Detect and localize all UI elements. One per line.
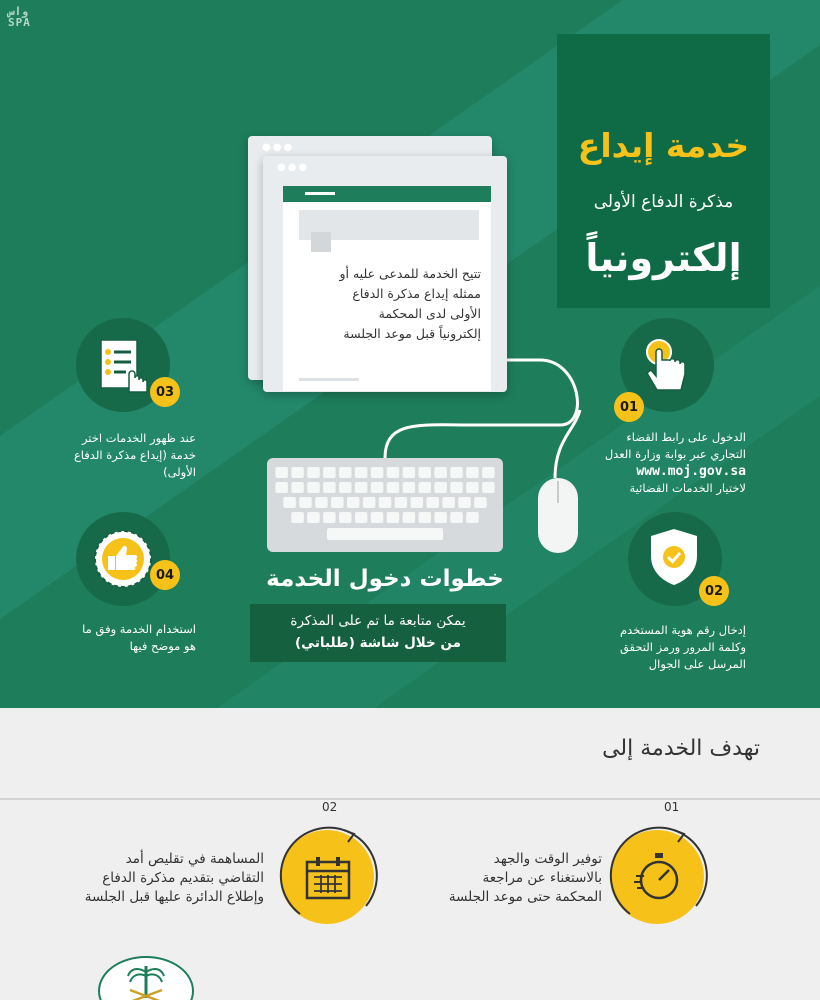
- step-03-line: الأولى): [163, 465, 196, 479]
- step-02-line: إدخال رقم هوية المستخدم: [620, 623, 746, 637]
- keyboard-key: [291, 467, 304, 478]
- keyboard-key: [339, 512, 352, 523]
- step-01-line: لاختيار الخدمات القضائية: [629, 481, 746, 495]
- aim-01-line: المحكمة حتى موعد الجلسة: [448, 889, 602, 905]
- title-line-1: خدمة إيداع: [577, 126, 750, 165]
- keyboard-key: [355, 467, 368, 478]
- keyboard-key: [434, 512, 447, 523]
- step-01-text: [560, 429, 746, 497]
- step-01-line: التجاري عبر بوابة وزارة العدل: [604, 447, 746, 461]
- watermark-latin: SPA: [8, 16, 31, 29]
- keyboard-key: [275, 467, 288, 478]
- aim-01-text: [420, 850, 602, 907]
- keyboard-key: [474, 497, 487, 508]
- steps-note-line: من خلال شاشة (طلباتي): [295, 635, 461, 651]
- placeholder-line: [299, 378, 359, 381]
- step-04-number: 04: [150, 560, 180, 590]
- keyboard-key: [387, 512, 400, 523]
- keyboard-key: [371, 467, 384, 478]
- aim-01-number: 01: [664, 800, 680, 814]
- keyboard-key: [434, 467, 447, 478]
- keyboard-key: [450, 467, 463, 478]
- keyboard-key: [419, 512, 432, 523]
- ministry-logo: [98, 956, 194, 1000]
- steps-title: خطوات دخول الخدمة: [266, 566, 504, 592]
- keyboard-key: [347, 497, 360, 508]
- keyboard-key: [355, 482, 368, 493]
- step-02-line: وكلمة المرور ورمز التحقق: [619, 640, 746, 654]
- moj-url-link[interactable]: www.moj.gov.sa: [636, 464, 746, 479]
- keyboard-key: [283, 497, 296, 508]
- aim-01-line: بالاستغناء عن مراجعة: [482, 870, 602, 886]
- keyboard-key: [307, 482, 320, 493]
- keyboard-key: [387, 467, 400, 478]
- shield-check-icon: [642, 524, 706, 590]
- browser-header-bar: [283, 186, 491, 202]
- step-04-line: استخدام الخدمة وفق ما: [82, 622, 196, 636]
- aim-01-line: توفير الوقت والجهد: [493, 851, 602, 867]
- keyboard-key: [371, 512, 384, 523]
- keyboard-key: [442, 497, 455, 508]
- keyboard-key: [450, 512, 463, 523]
- keyboard-key: [387, 482, 400, 493]
- stopwatch-icon: [632, 848, 686, 906]
- description-line: تتيح الخدمة للمدعى عليه أو: [339, 266, 481, 281]
- keyboard-key: [315, 497, 328, 508]
- step-04-line: هو موضح فيها: [129, 639, 196, 653]
- keyboard-key: [482, 467, 495, 478]
- keyboard-key: [403, 482, 416, 493]
- step-01-number: 01: [614, 392, 644, 422]
- keyboard-key: [419, 482, 432, 493]
- keyboard-key: [331, 497, 344, 508]
- steps-note: [250, 604, 506, 662]
- keyboard-key: [482, 482, 495, 493]
- placeholder-square: [311, 232, 331, 252]
- keyboard-key: [275, 482, 288, 493]
- keyboard-key: [363, 497, 376, 508]
- keyboard-key: [307, 467, 320, 478]
- calendar-icon: [300, 852, 356, 904]
- keyboard-key: [426, 497, 439, 508]
- description-line: ممثله إيداع مذكرة الدفاع: [352, 286, 481, 301]
- keyboard-spacebar: [327, 528, 443, 540]
- keyboard-key: [339, 467, 352, 478]
- aim-02-text: [56, 850, 264, 907]
- keyboard-key: [291, 512, 304, 523]
- step-02-number: 02: [699, 576, 729, 606]
- step-04-text: [30, 621, 196, 655]
- step-02-text: [560, 622, 746, 673]
- keyboard-key: [339, 482, 352, 493]
- keyboard-icon: [267, 458, 503, 554]
- keyboard-key: [466, 467, 479, 478]
- keyboard-key: [411, 497, 424, 508]
- aim-02-line: التقاضي بتقديم مذكرة الدفاع: [102, 870, 264, 886]
- step-03-line: خدمة (إيداع مذكرة الدفاع: [73, 448, 196, 462]
- keyboard-key: [403, 512, 416, 523]
- step-01-line: الدخول على رابط القضاء: [626, 430, 746, 444]
- step-03-number: 03: [150, 377, 180, 407]
- keyboard-key: [419, 467, 432, 478]
- keyboard-key: [291, 482, 304, 493]
- keyboard-key: [371, 482, 384, 493]
- description-line: إلكترونياً قبل موعد الجلسة: [343, 326, 481, 341]
- aims-divider: [0, 798, 820, 800]
- keyboard-key: [323, 467, 336, 478]
- steps-note-line: يمكن متابعة ما تم على المذكرة: [290, 613, 466, 629]
- keyboard-key: [299, 497, 312, 508]
- title-line-2: مذكرة الدفاع الأولى: [593, 192, 734, 212]
- keyboard-key: [379, 497, 392, 508]
- window-dots-icon: ●●●: [277, 162, 310, 173]
- watermark-arabic: واس: [8, 5, 28, 18]
- keyboard-key: [355, 512, 368, 523]
- hand-pointer-icon: [636, 333, 700, 397]
- browser-page: [283, 186, 491, 391]
- step-02-line: المرسل على الجوال: [648, 657, 746, 671]
- keyboard-key: [323, 512, 336, 523]
- aim-02-line: المساهمة في تقليص أمد: [125, 851, 264, 867]
- step-03-line: عند ظهور الخدمات اختر: [81, 431, 196, 445]
- keyboard-key: [466, 482, 479, 493]
- service-description: [299, 264, 481, 344]
- keyboard-key: [450, 482, 463, 493]
- keyboard-key: [458, 497, 471, 508]
- aims-section: [0, 708, 820, 1000]
- keyboard-key: [307, 512, 320, 523]
- keyboard-key: [403, 467, 416, 478]
- title-line-3: إلكترونياً: [585, 236, 742, 280]
- aim-02-number: 02: [322, 800, 338, 814]
- browser-window-front: [263, 156, 507, 392]
- keyboard-key: [434, 482, 447, 493]
- window-dots-icon: ●●●: [262, 142, 295, 153]
- keyboard-key: [323, 482, 336, 493]
- aims-title: تهدف الخدمة إلى: [602, 736, 760, 761]
- keyboard-key: [466, 512, 479, 523]
- step-03-text: [30, 430, 196, 481]
- keyboard-key: [395, 497, 408, 508]
- aim-02-line: وإطلاع الدائرة عليها قبل الجلسة: [84, 889, 264, 905]
- thumbs-up-icon: [90, 526, 156, 592]
- description-line: الأولى لدى المحكمة: [378, 306, 481, 321]
- checklist-icon: [92, 332, 156, 398]
